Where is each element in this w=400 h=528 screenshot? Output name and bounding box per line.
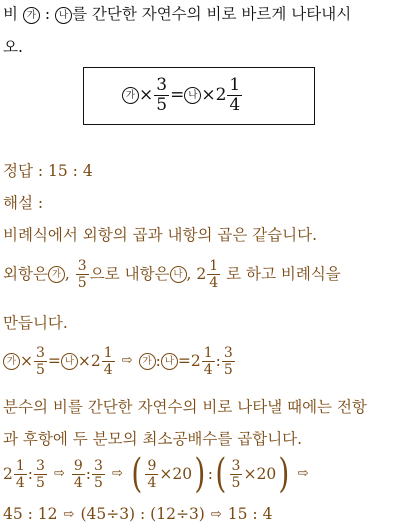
boxed-equation	[122, 73, 243, 117]
ga-symbol: 가	[3, 353, 20, 370]
ga-symbol: 가	[122, 87, 139, 104]
explanation-p4: 분수의 비를 간단한 자연수의 비로 나타낼 때에는 전항	[3, 398, 367, 416]
ga-symbol: 가	[23, 7, 40, 24]
fraction-one-quarter: $\frac{1}{4}$	[15, 457, 25, 491]
arrow-icon: ⇨	[210, 507, 222, 522]
explanation-p5: 과 후항에 두 분모의 최소공배수를 곱합니다.	[3, 430, 303, 448]
fraction-three-fifths: $\frac{3}{5}$	[156, 74, 168, 115]
fraction-one-quarter: $\frac{1}{4}$	[229, 74, 241, 115]
times-two: ×2	[201, 85, 227, 105]
na-symbol: 나	[61, 353, 78, 370]
ratio-final: 15 : 4	[227, 505, 273, 523]
fraction-three-fifths: $\frac{3}{5}$	[36, 344, 45, 378]
equation-line-2: 2 $\frac{1}{4}$ : $\frac{3}{5}$ ⇨ $\frac{9}{4}$ : $\frac{3}{5}$ ⇨ ( $\frac{9}{4}$ ×20 ) : ( $\frac{3}{5}$ ×20 ) ⇨	[3, 451, 309, 497]
arrow-icon: ⇨	[297, 466, 309, 481]
fraction-one-quarter: $\frac{1}{4}$	[103, 344, 113, 378]
explanation-p3: 만듭니다.	[3, 314, 68, 332]
explanation-p2: 외항은 가 , $\frac{3}{5}$ 으로 내항은 나 , 2 $\frac{1}{4}$ 로 하고 비례식을	[3, 257, 341, 291]
fraction-three-fifths: $\frac{3}{5}$	[36, 457, 45, 491]
ga-symbol: 가	[48, 266, 65, 283]
na-symbol: 나	[170, 266, 187, 283]
fraction-one-quarter: $\frac{1}{4}$	[209, 257, 219, 291]
answer-label: 정답 :	[3, 162, 49, 180]
answer-value: 15 : 4	[48, 162, 93, 180]
arrow-icon: ⇨	[53, 466, 65, 481]
ratio-45-12: 45 : 12	[3, 505, 58, 523]
fraction-three-fifths: $\frac{3}{5}$	[231, 457, 241, 491]
question-text-pre: 비	[3, 5, 23, 23]
ratio-divided: (45÷3) : (12÷3)	[80, 505, 205, 523]
na-symbol: 나	[184, 87, 201, 104]
arrow-icon: ⇨	[111, 466, 123, 481]
arrow-icon: ⇨	[121, 353, 133, 368]
equation-line-3	[3, 503, 272, 526]
question-line-1	[3, 3, 351, 25]
fraction-nine-quarters: $\frac{9}{4}$	[147, 457, 157, 491]
question-line-2: 오.	[3, 38, 23, 56]
ga-symbol: 가	[139, 353, 156, 370]
times-sign: ×	[139, 85, 154, 105]
answer-line	[3, 160, 93, 182]
equation-line-1: 가 × $\frac{3}{5}$ = 나 ×2 $\frac{1}{4}$ ⇨ 가 : 나 =2 $\frac{1}{4}$ : $\frac{3}{5}$	[3, 340, 236, 382]
fraction-three-fifths: $\frac{3}{5}$	[94, 457, 103, 491]
question-text-colon: :	[39, 5, 55, 23]
explanation-label: 해설 :	[3, 194, 44, 212]
question-text-post: 를 간단한 자연수의 비로 바르게 나타내시	[71, 5, 352, 23]
fraction-three-fifths: $\frac{3}{5}$	[223, 344, 233, 378]
na-symbol: 나	[55, 7, 72, 24]
fraction-nine-quarters: $\frac{9}{4}$	[73, 457, 83, 491]
fraction-three-fifths: $\frac{3}{5}$	[77, 257, 87, 291]
explanation-p1: 비례식에서 외항의 곱과 내항의 곱은 같습니다.	[3, 226, 318, 244]
fraction-one-quarter: $\frac{1}{4}$	[203, 344, 213, 378]
arrow-icon: ⇨	[63, 507, 75, 522]
equals-sign: =	[170, 85, 185, 105]
na-symbol: 나	[161, 353, 178, 370]
